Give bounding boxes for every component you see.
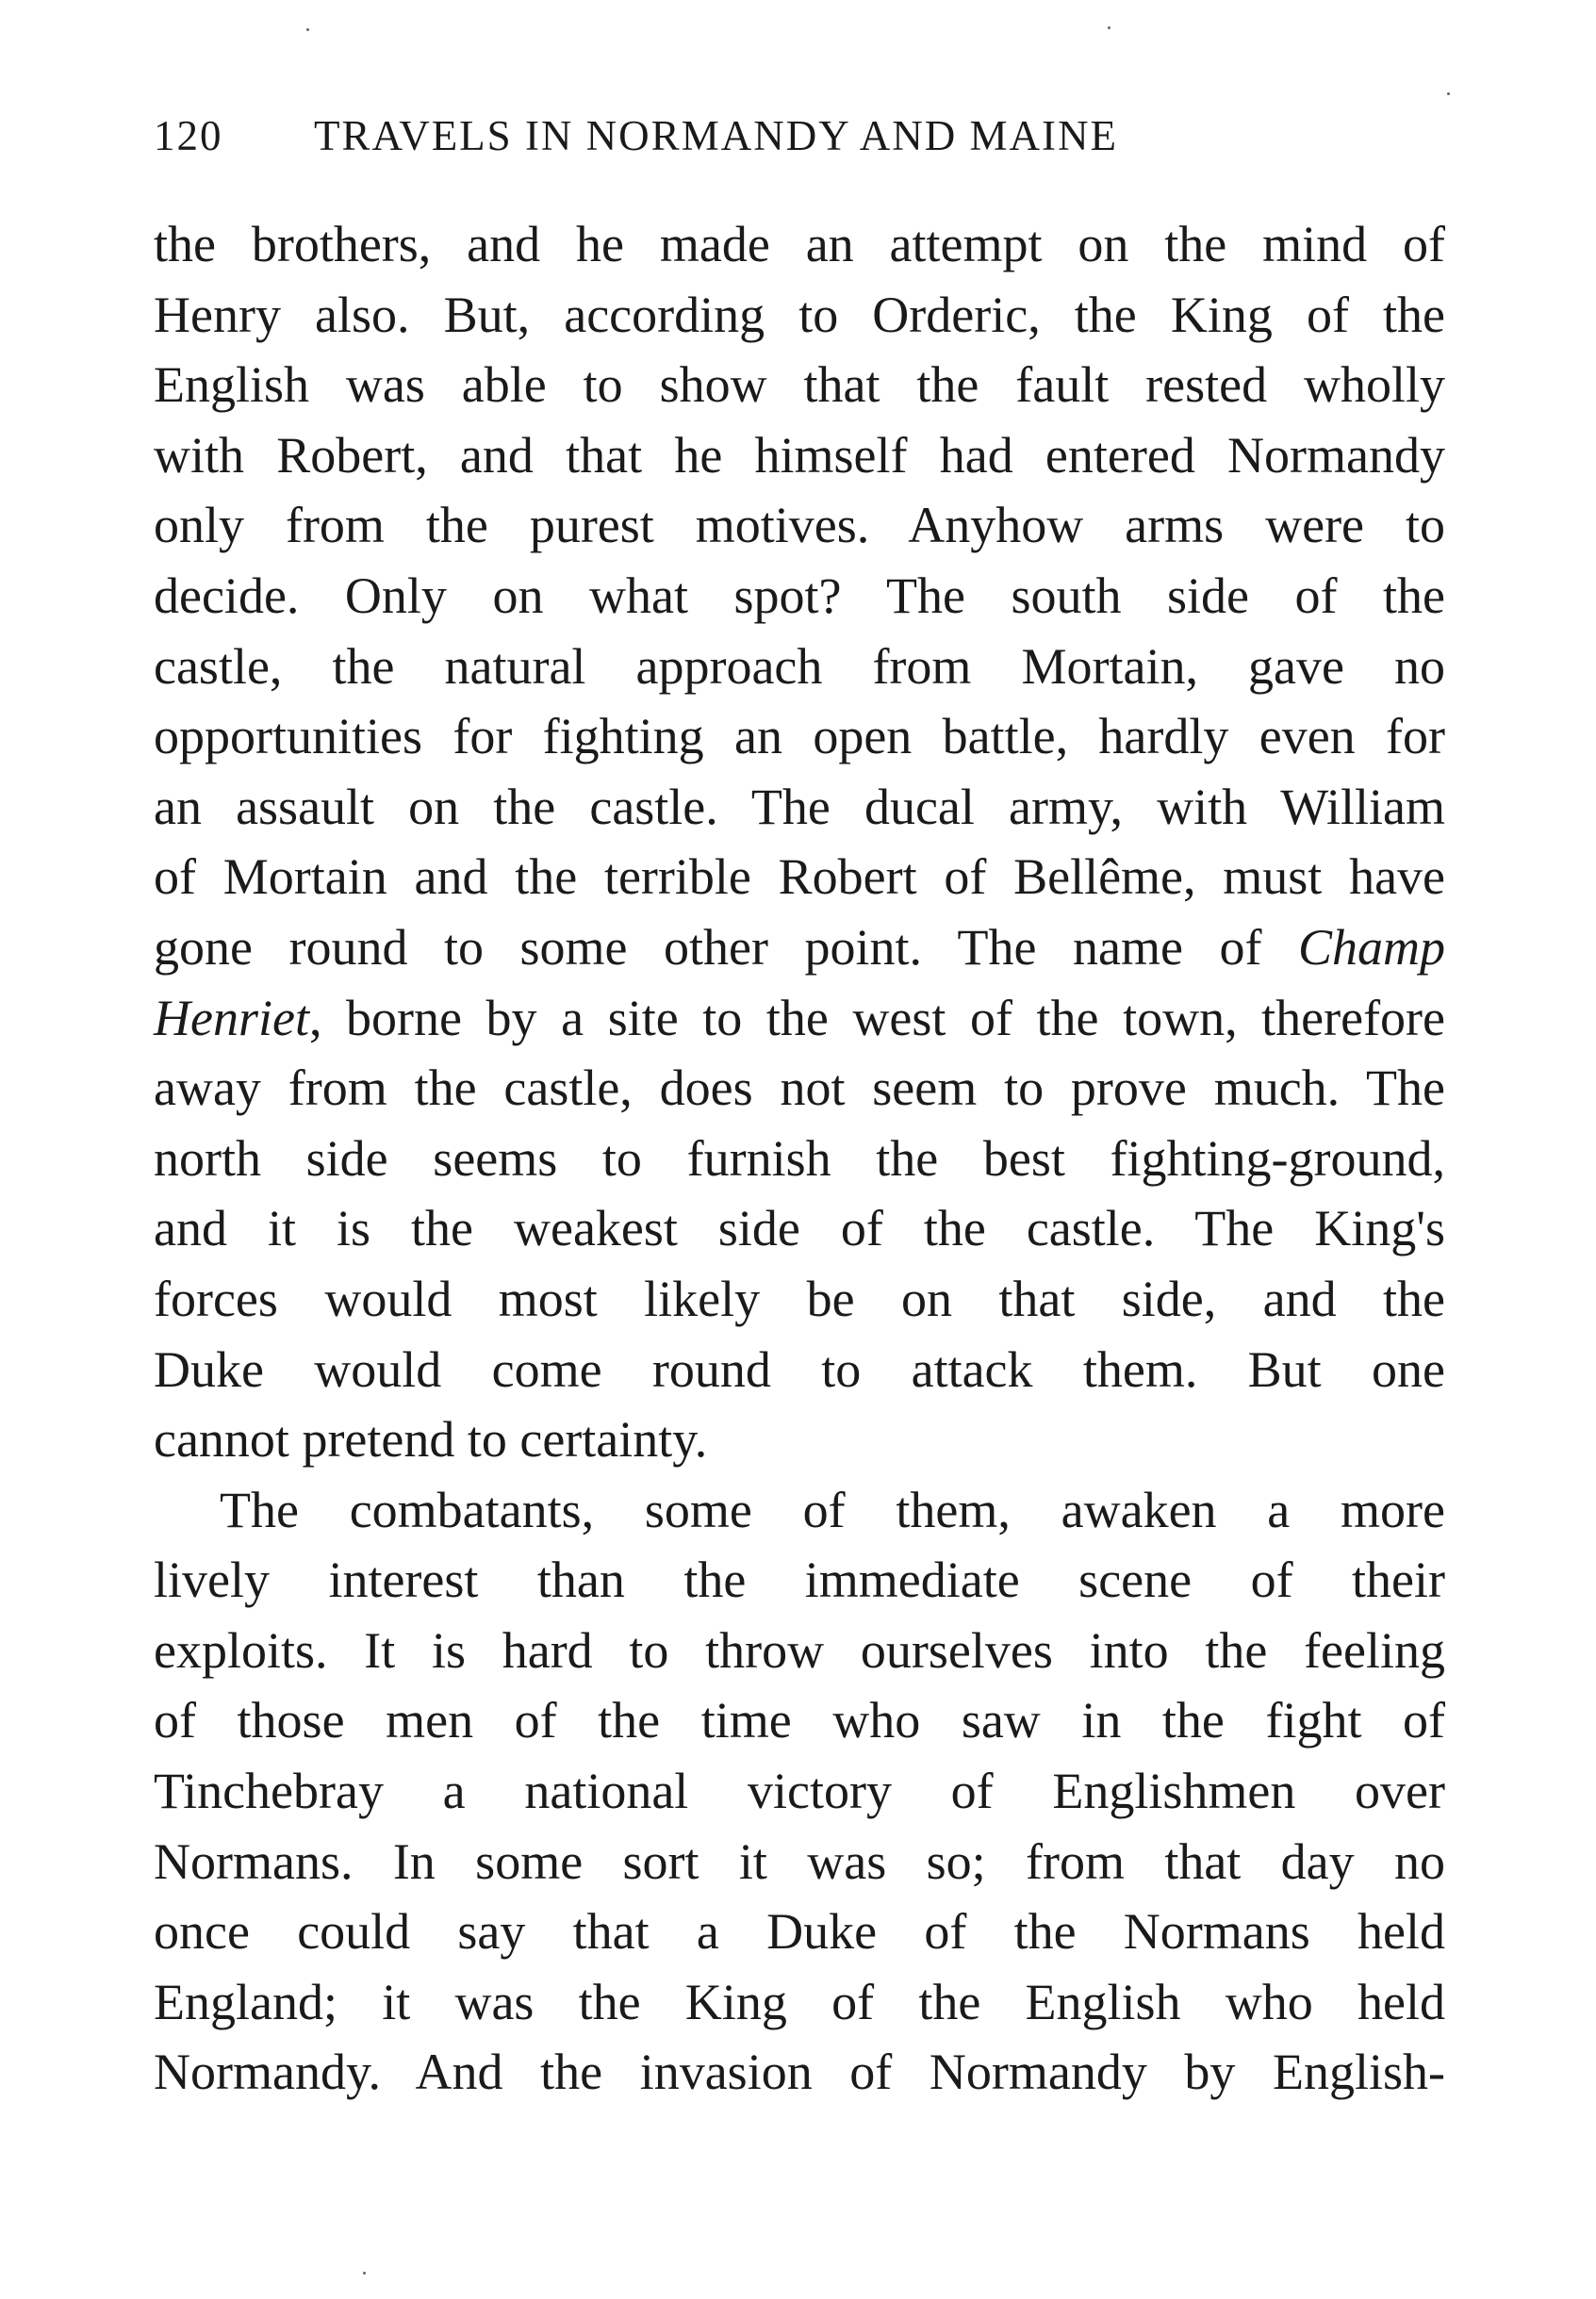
text-line: English was able to show that the fault rested wholly [154,356,1445,414]
text-line: opportunities for fighting an open battle, hardly even for [154,708,1445,765]
running-title: TRAVELS IN NORMANDY AND MAINE [314,112,1119,159]
text-line: the brothers, and he made an attempt on the mind of [154,216,1445,272]
print-speck [1447,92,1450,95]
text-line: of those men of the time who saw in the fight of [154,1692,1445,1749]
text-line: of Mortain and the terrible Robert of Bellême, must have [154,848,1445,906]
text-line: Normandy. And the invasion of Normandy by English- [154,2044,1445,2101]
text-line: The combatants, some of them, awaken a more [220,1481,1445,1538]
text-line: forces would most likely be on that side, and the [154,1270,1445,1327]
text-line: Tinchebray a national victory of Englishmen over [154,1763,1445,1820]
text-line: away from the castle, does not seem to prove much. The [154,1059,1445,1117]
text-line: only from the purest motives. Anyhow arms were to [154,497,1445,554]
text-line: decide. Only on what spot? The south side of the [154,567,1445,624]
italic-place-name: Champ [1297,918,1445,976]
page-header [154,111,1445,168]
text-line: Duke would come round to attack them. But one [154,1340,1445,1398]
text-line: cannot pretend to certainty. [154,1411,708,1469]
text-line-italic-champ: gone round to some other point. The name of Champ [154,918,1445,976]
text-line: exploits. It is hard to throw ourselves into the feeling [154,1621,1445,1679]
text-line: lively interest than the immediate scene of their [154,1552,1445,1609]
text-line: Henry also. But, according to Orderic, the King of the [154,286,1445,343]
page-number: 120 [154,112,223,159]
text-line: England; it was the King of the English who held [154,1973,1445,2030]
text-line: an assault on the castle. The ducal army, with William [154,778,1445,835]
italic-place-name: Henriet [154,989,309,1046]
print-speck [1108,26,1111,29]
text-line: Normans. In some sort it was so; from that day no [154,1832,1445,1890]
body-text [154,209,1445,2108]
text-line: once could say that a Duke of the Normans held [154,1903,1445,1961]
text-line: castle, the natural approach from Mortain, gave no [154,637,1445,695]
text-line: with Robert, and that he himself had entered Normandy [154,426,1445,484]
text-line-italic-henriet: Henriet, borne by a site to the west of the town, therefore [154,989,1445,1046]
text-line: north side seems to furnish the best fighting-ground, [154,1129,1445,1187]
paragraph-1 [154,209,1445,1475]
print-speck [363,2272,366,2274]
print-speck [306,28,309,31]
text-line: and it is the weakest side of the castle. The King's [154,1200,1445,1257]
paragraph-2 [154,1475,1445,2108]
